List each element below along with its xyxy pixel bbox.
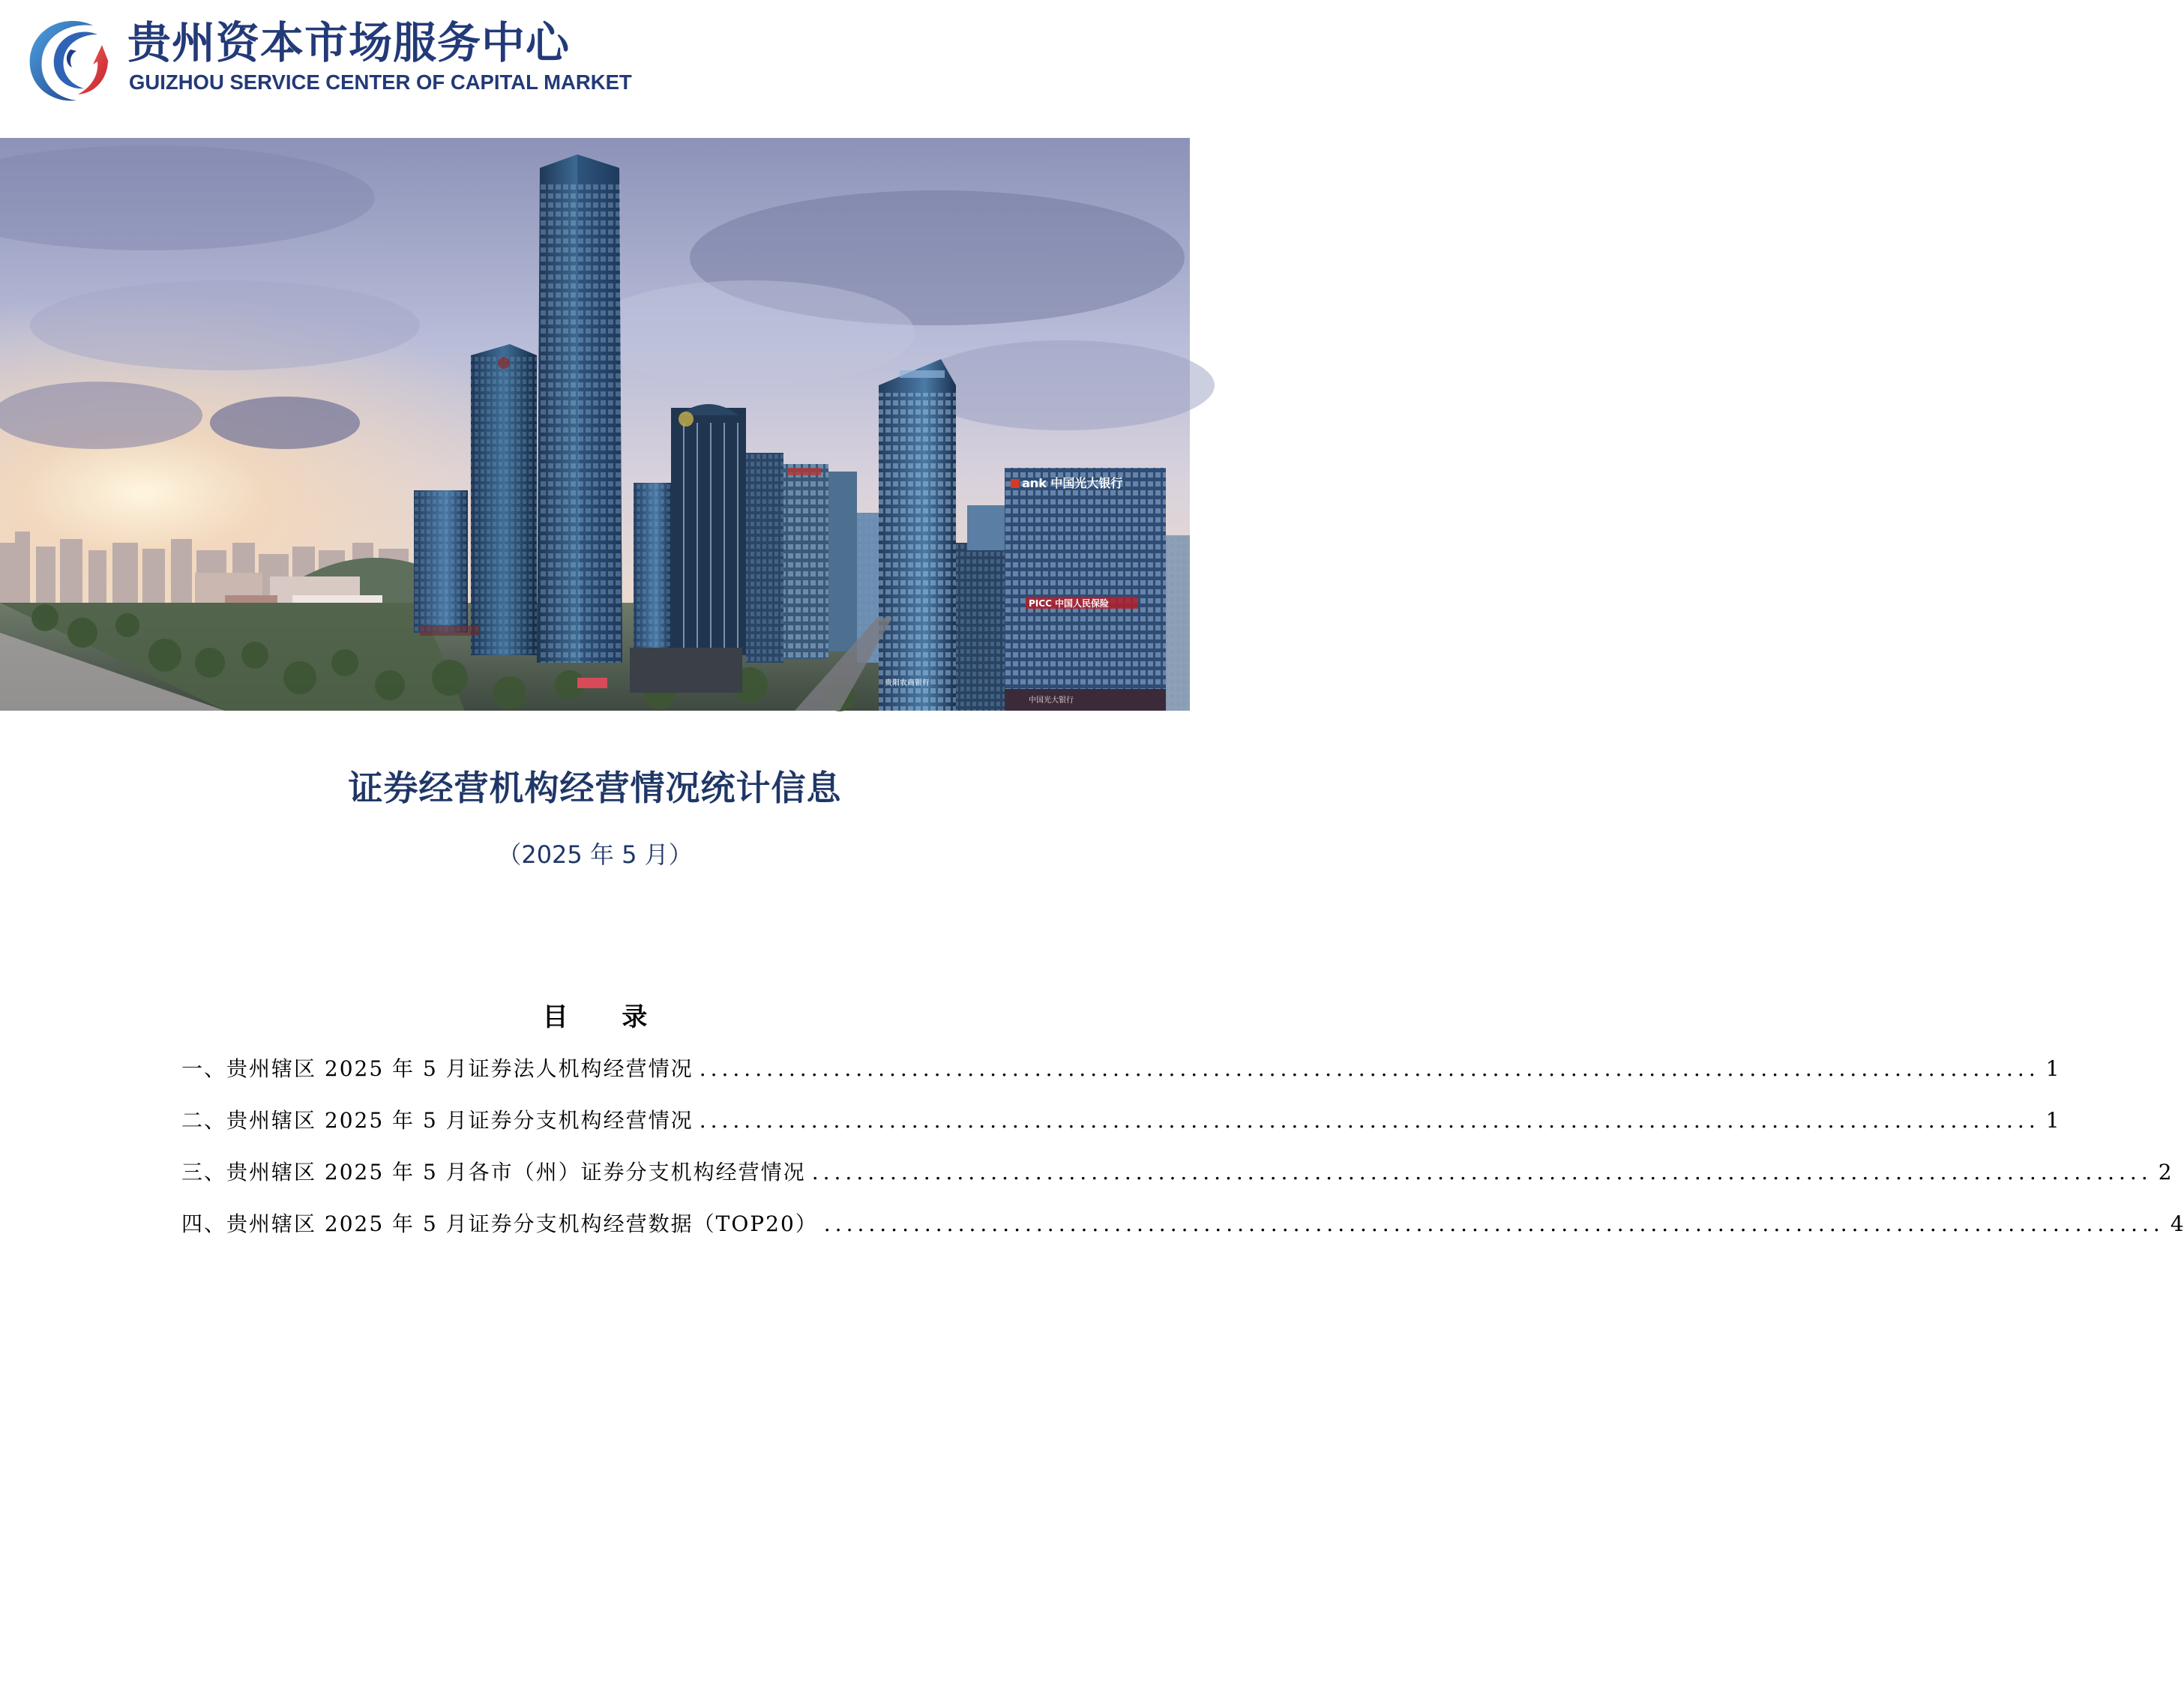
document-title: 证券经营机构经营情况统计信息 bbox=[348, 768, 842, 808]
toc-leader-dots: ........................................................................................................................ bbox=[699, 1108, 2040, 1133]
toc-heading: 目 录 bbox=[542, 1002, 648, 1032]
toc-item-label: 二、贵州辖区 2025 年 5 月证券分支机构经营情况 bbox=[181, 1108, 694, 1133]
org-name-en: GUIZHOU SERVICE CENTER OF CAPITAL MARKET bbox=[129, 70, 632, 94]
toc-item[interactable] bbox=[181, 1156, 2172, 1208]
toc-page-number: 1 bbox=[2045, 1108, 2060, 1133]
toc-item[interactable] bbox=[181, 1208, 2184, 1259]
document-subtitle: （2025 年 5 月） bbox=[497, 840, 693, 869]
picc-sign: PICC 中国人民保险 bbox=[1029, 598, 1110, 609]
toc-item-label: 四、贵州辖区 2025 年 5 月证券分支机构经营数据（TOP20） bbox=[181, 1211, 818, 1236]
toc-page-number: 1 bbox=[2045, 1056, 2060, 1081]
guizhou-bank-sign: 贵阳农商银行 bbox=[885, 679, 930, 687]
toc-item-label: 三、贵州辖区 2025 年 5 月各市（州）证券分支机构经营情况 bbox=[181, 1160, 806, 1184]
everbright-bottom-sign: 中国光大银行 bbox=[1029, 696, 1074, 705]
city-skyline-banner bbox=[0, 138, 1190, 711]
toc-leader-dots: ........................................................................................................................ bbox=[811, 1160, 2153, 1184]
toc-item-label: 一、贵州辖区 2025 年 5 月证券法人机构经营情况 bbox=[181, 1056, 694, 1081]
swirl-logo-icon bbox=[24, 15, 114, 105]
header bbox=[0, 0, 1190, 138]
toc-page-number: 2 bbox=[2158, 1160, 2172, 1184]
everbright-sign: ank 中国光大银行 bbox=[1022, 476, 1123, 490]
toc-leader-dots: ........................................................................................................................ bbox=[823, 1211, 2165, 1236]
toc-leader-dots: ........................................................................................................................ bbox=[699, 1056, 2040, 1081]
toc-item[interactable] bbox=[181, 1104, 2060, 1156]
skyline-illustration bbox=[0, 138, 1190, 711]
toc-item[interactable] bbox=[181, 1053, 2060, 1104]
org-name-cn: 贵州资本市场服务中心 bbox=[127, 17, 571, 68]
toc-page-number: 4 bbox=[2170, 1211, 2184, 1236]
table-of-contents bbox=[181, 1053, 2184, 1259]
